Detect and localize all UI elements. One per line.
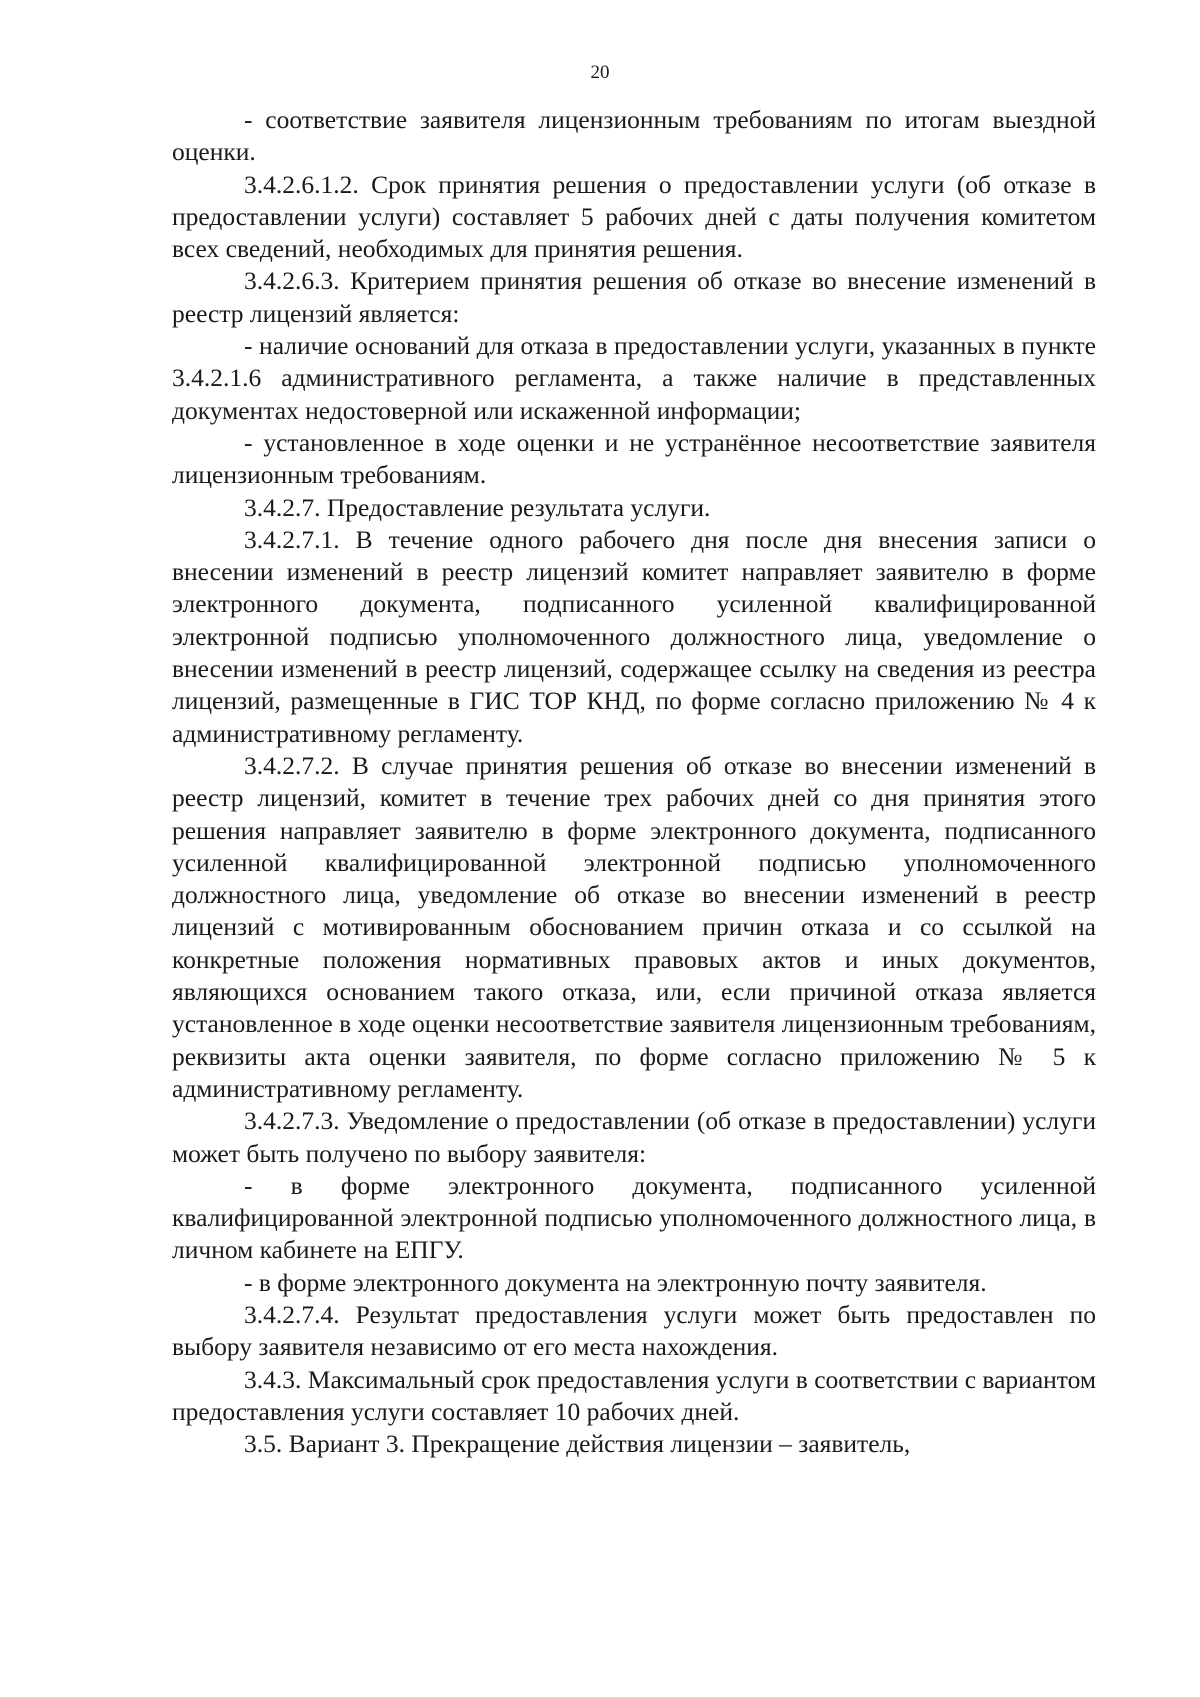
paragraph-1: - соответствие заявителя лицензионным требованиям по итогам выездной оценки.: [172, 105, 1096, 167]
paragraph-8: 3.4.2.7.2. В случае принятия решения об отказе во внесении изменений в реестр лицензий, комитет в течение трех рабочих дней со дня принятия этого решения направляет заявителю в форме электронного документа, подписанного усиленной квалифицированной электронной подписью уполномоченного должностного лица, уведомление об отказе во внесении изменений в реестр лицензий с мотивированным обоснованием причин отказа и со ссылкой на конкретные положения нормативных правовых актов и иных документов, являющихся основанием такого отказа, или, если причиной отказа является установленное в ходе оценки несоответствие заявителя лицензионным требованиям, реквизиты акта оценки заявителя, по форме согласно приложению № 5 к административному регламенту.: [172, 750, 1096, 1103]
page-number: 20: [590, 62, 610, 83]
paragraph-5: - установленное в ходе оценки и не устранённое несоответствие заявителя лицензионным требованиям.: [172, 427, 1096, 490]
paragraph-3: 3.4.2.6.3. Критерием принятия решения об отказе во внесение изменений в реестр лицензий является:: [172, 266, 1096, 328]
paragraph-7: 3.4.2.7.1. В течение одного рабочего дня после дня внесения записи о внесении изменений в реестр лицензий комитет направляет заявителю в форме электронного документа, подписанного усиленной квалифицированной электронной подписью уполномоченного должностного лица, уведомление о внесении изменений в реестр лицензий, содержащее ссылку на сведения из реестра лицензий, размещенные в ГИС ТОР КНД, по форме согласно приложению № 4 к административному регламенту.: [172, 524, 1096, 748]
paragraph-6: 3.4.2.7. Предоставление результата услуги.: [244, 492, 711, 522]
document-body: [172, 104, 1096, 1460]
paragraph-10: - в форме электронного документа, подписанного усиленной квалифицированной электронной подписью уполномоченного должностного лица, в личном кабинете на ЕПГУ.: [172, 1170, 1096, 1265]
paragraph-9: 3.4.2.7.3. Уведомление о предоставлении (об отказе в предоставлении) услуги может быть получено по выбору заявителя:: [172, 1106, 1096, 1168]
paragraph-13: 3.4.3. Максимальный срок предоставления услуги в соответствии с вариантом предоставления услуги составляет 10 рабочих дней.: [172, 1364, 1096, 1426]
paragraph-2: 3.4.2.6.1.2. Срок принятия решения о предоставлении услуги (об отказе в предоставлении услуги) составляет 5 рабочих дней с даты получения комитетом всех сведений, необходимых для принятия решения.: [172, 169, 1096, 264]
paragraph-14: 3.5. Вариант 3. Прекращение действия лицензии – заявитель,: [244, 1429, 911, 1459]
paragraph-4: - наличие оснований для отказа в предоставлении услуги, указанных в пункте 3.4.2.1.6 административного регламента, а также наличие в представленных документах недостоверной или искаженной информации;: [172, 331, 1096, 425]
paragraph-11: - в форме электронного документа на электронную почту заявителя.: [244, 1267, 987, 1297]
paragraph-12: 3.4.2.7.4. Результат предоставления услуги может быть предоставлен по выбору заявителя независимо от его места нахождения.: [172, 1299, 1096, 1362]
